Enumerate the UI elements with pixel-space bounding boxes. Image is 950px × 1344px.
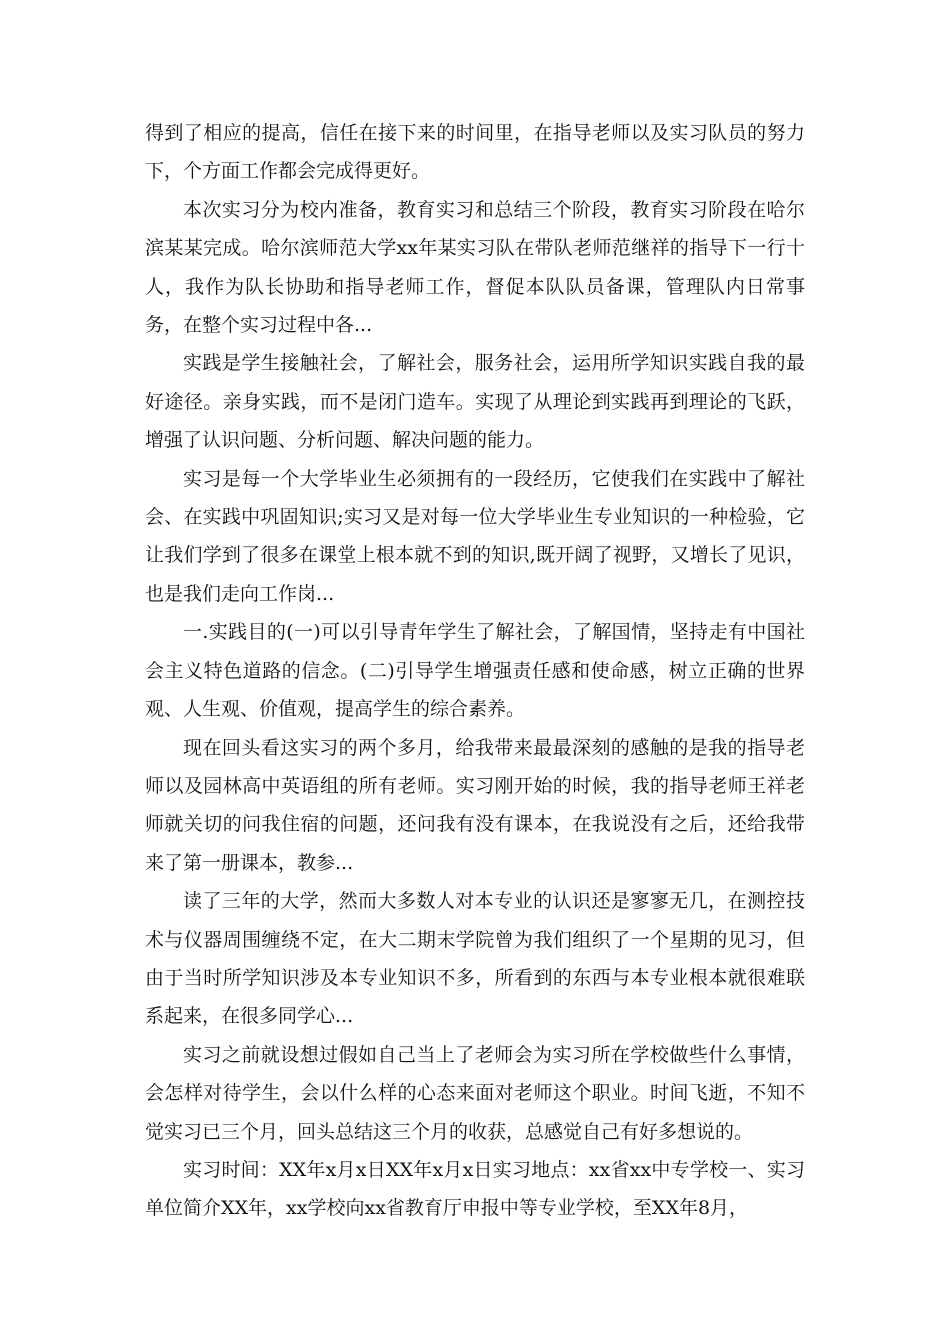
paragraph-8: 实习之前就设想过假如自己当上了老师会为实习所在学校做些什么事情，会怎样对待学生，会以什么样的心态来面对老师这个职业。时间飞逝，不知不觉实习已三个月，回头总结这三个月的收获，总感觉自己有好多想说的。	[145, 1043, 805, 1143]
paragraph-4: 实习是每一个大学毕业生必须拥有的一段经历，它使我们在实践中了解社会、在实践中巩固知识;实习又是对每一位大学毕业生专业知识的一种检验，它让我们学到了很多在课堂上根本就不到的知识,既开阔了视野，又增长了见识，也是我们走向工作岗...	[145, 467, 805, 605]
paragraph-6: 现在回头看这实习的两个多月，给我带来最最深刻的感触的是我的指导老师以及园林高中英语组的所有老师。实习刚开始的时候，我的指导老师王祥老师就关切的问我住宿的问题，还问我有没有课本，在我说没有之后，还给我带来了第一册课本，教参...	[145, 736, 805, 874]
paragraph-5: 一.实践目的(一)可以引导青年学生了解社会，了解国情，坚持走有中国社会主义特色道路的信念。(二)引导学生增强责任感和使命感，树立正确的世界观、人生观、价值观，提高学生的综合素养。	[145, 621, 805, 721]
document-page	[145, 114, 805, 1228]
paragraph-1: 得到了相应的提高，信任在接下来的时间里，在指导老师以及实习队员的努力下，个方面工作都会完成得更好。	[145, 122, 805, 183]
paragraph-9: 实习时间：XX年x月x日XX年x月x日实习地点：xx省xx中专学校一、实习单位简介XX年，xx学校向xx省教育厅申报中等专业学校，至XX年8月，	[145, 1158, 805, 1220]
paragraph-2: 本次实习分为校内准备，教育实习和总结三个阶段，教育实习阶段在哈尔滨某某完成。哈尔滨师范大学xx年某实习队在带队老师范继祥的指导下一行十人，我作为队长协助和指导老师工作，督促本队队员备课，管理队内日常事务，在整个实习过程中各...	[145, 198, 805, 337]
paragraph-7: 读了三年的大学，然而大多数人对本专业的认识还是寥寥无几，在测控技术与仪器周围缠绕不定，在大二期末学院曾为我们组织了一个星期的见习，但由于当时所学知识涉及本专业知识不多，所看到的东西与本专业根本就很难联系起来，在很多同学心...	[145, 890, 805, 1028]
paragraph-3: 实践是学生接触社会，了解社会，服务社会，运用所学知识实践自我的最好途径。亲身实践，而不是闭门造车。实现了从理论到实践再到理论的飞跃，增强了认识问题、分析问题、解决问题的能力。	[145, 352, 805, 452]
